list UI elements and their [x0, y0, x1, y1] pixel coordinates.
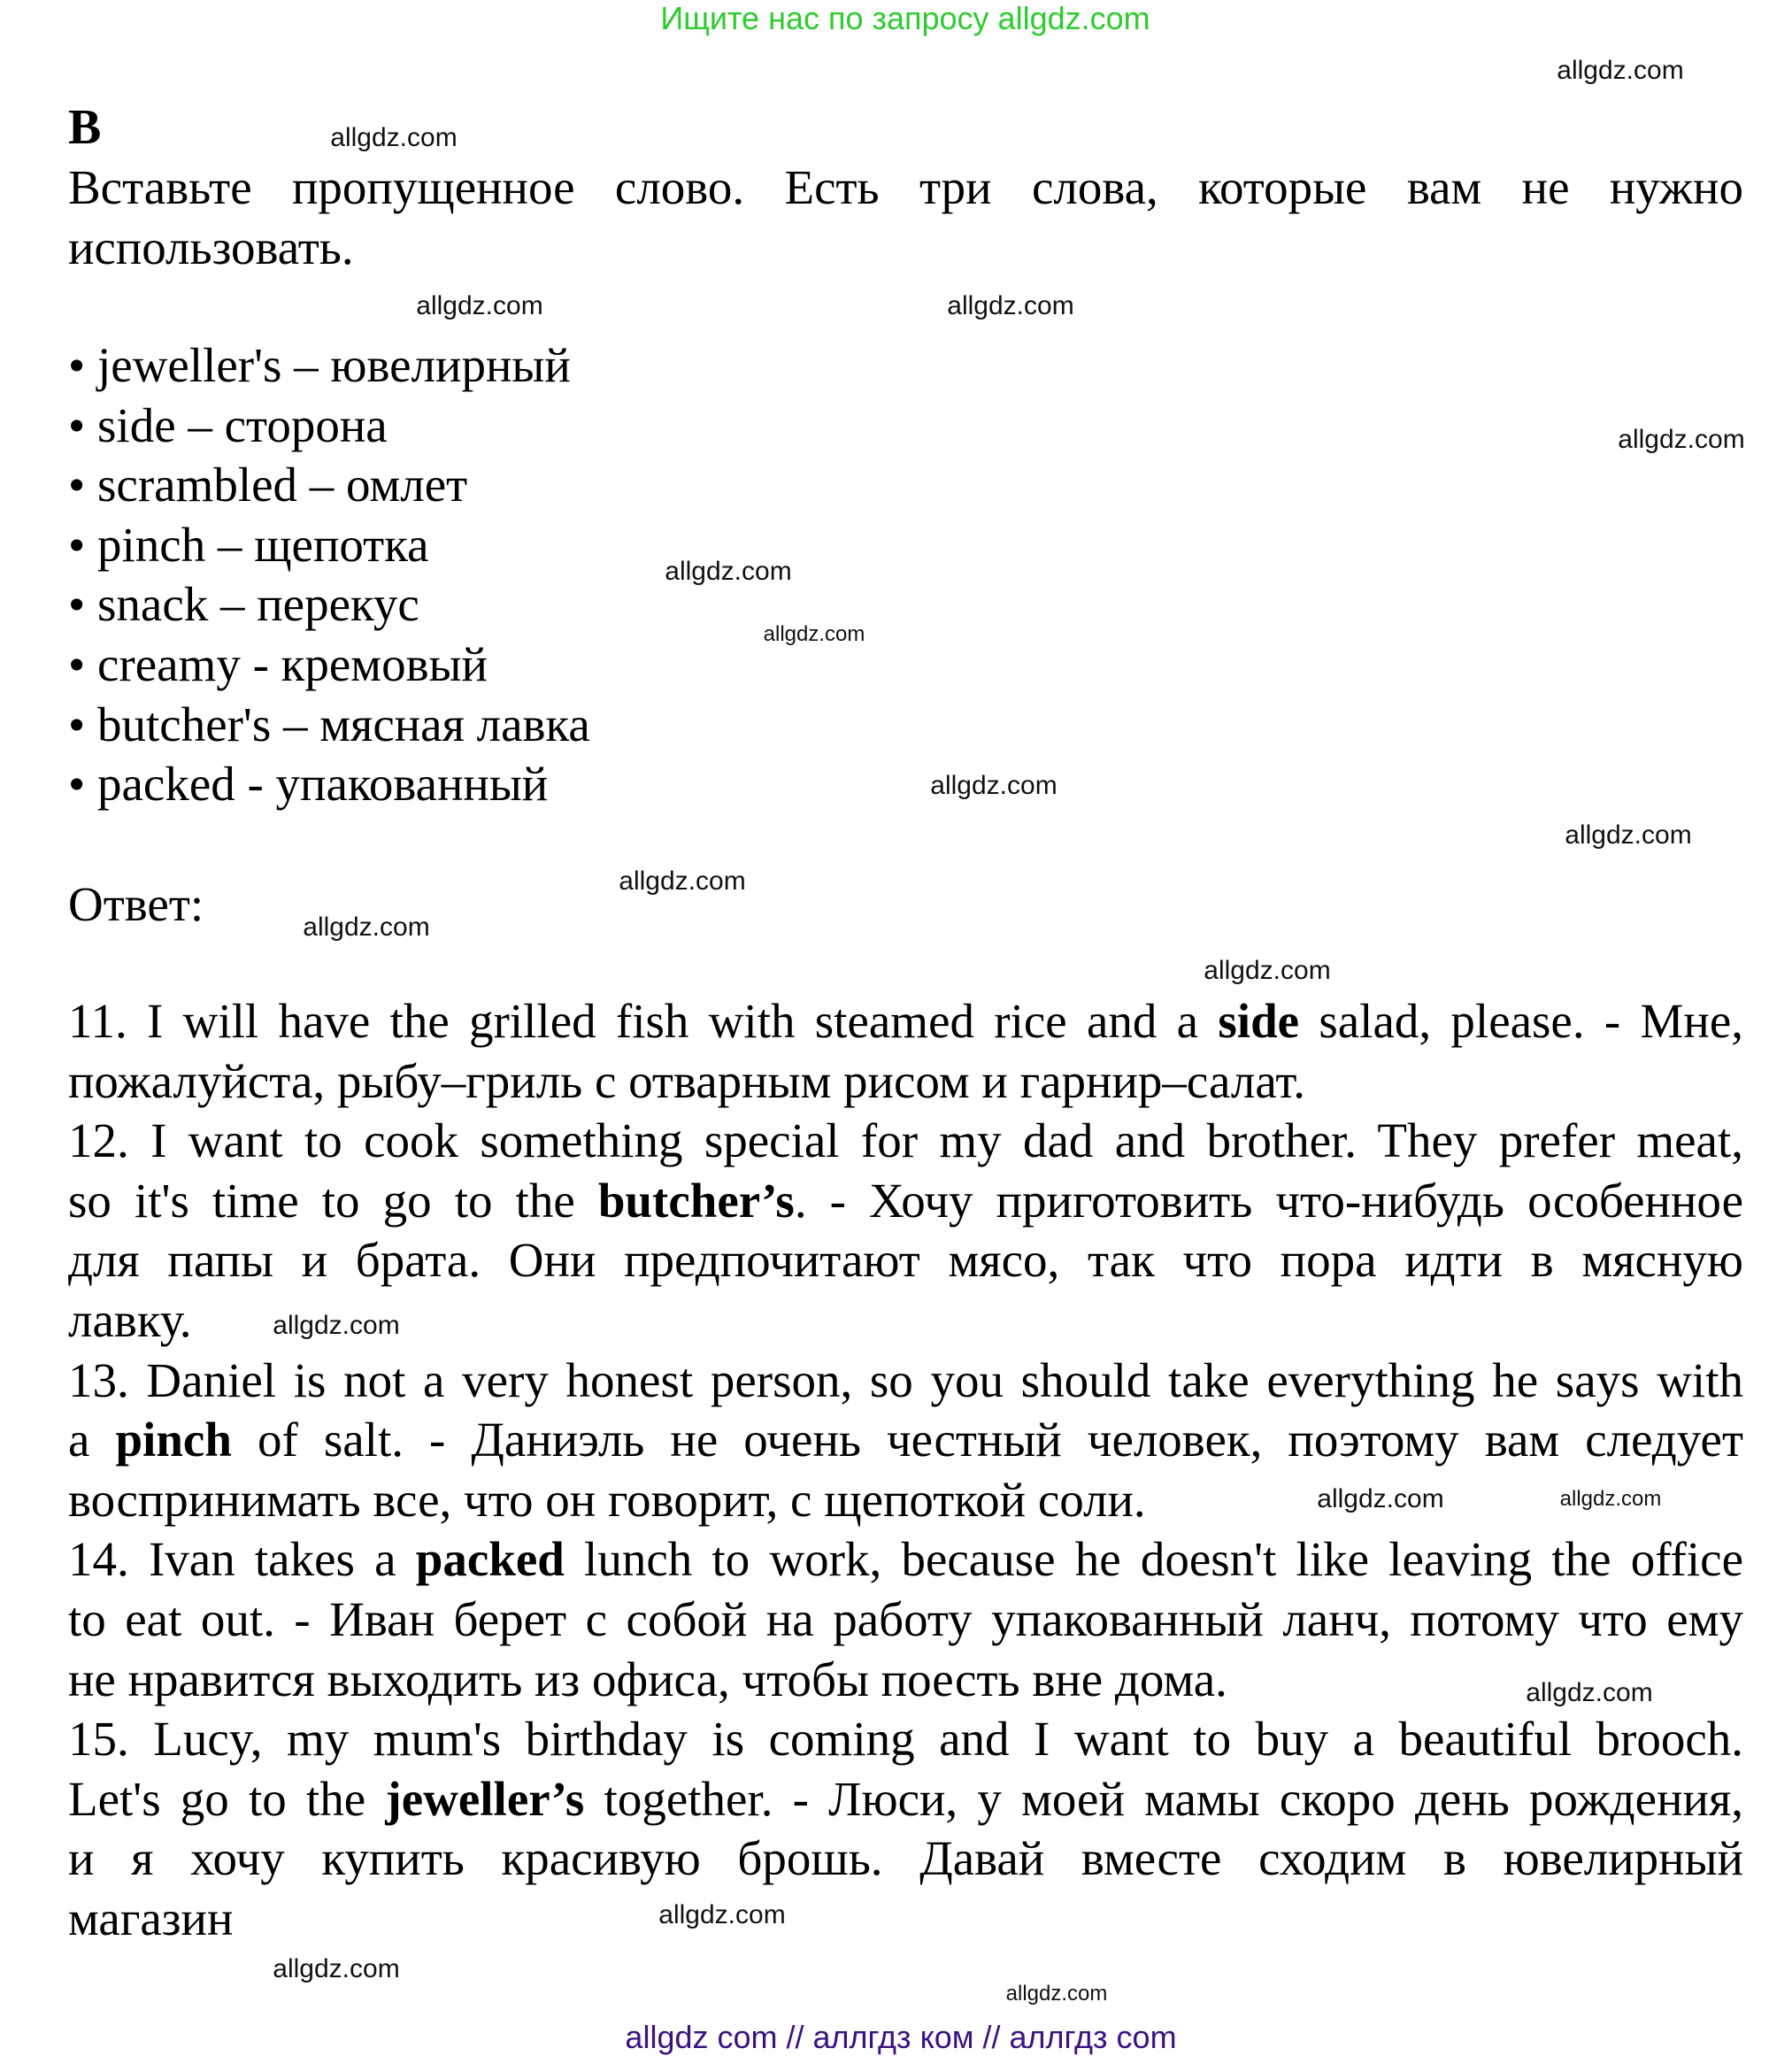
answer-text: to eat out. - Иван берет с собой на работу упакованный ланч, потому что ему [68, 1591, 1743, 1646]
bottom-banner-link[interactable]: allgdz com // аллгдз ком // аллгдз com [625, 2019, 1177, 2055]
word-list-item: • scrambled – омлет [68, 458, 468, 512]
watermark: allgdz.com [330, 123, 458, 152]
answer-line [68, 1290, 192, 1351]
watermark: allgdz.com [658, 1900, 786, 1929]
word-list-item: • snack – перекус [68, 577, 419, 632]
word-list [68, 335, 1743, 814]
answer-line [68, 1769, 1743, 1829]
watermark: allgdz.com [1005, 1982, 1108, 2006]
watermark: allgdz.com [273, 1311, 400, 1340]
watermark: allgdz.com [1557, 56, 1684, 85]
watermark: allgdz.com [1204, 956, 1331, 985]
answer-text: of salt. - Даниэль не очень честный человек, поэтому вам следует [231, 1413, 1743, 1467]
answer-line [68, 1171, 1743, 1231]
watermark: allgdz.com [665, 557, 792, 586]
answer-text: лавку. [68, 1292, 192, 1347]
answer-word: pinch [115, 1413, 232, 1467]
answer-label: Ответ: [68, 877, 204, 931]
watermark: allgdz.com [619, 866, 746, 896]
word-list-item: • packed - упакованный [68, 757, 549, 812]
answer-text: и я хочу купить красивую брошь. Давай вместе сходим в ювелирный [68, 1831, 1743, 1886]
answer-text: 14. Ivan takes a [68, 1532, 416, 1587]
answer-text: so it's time to go to the [68, 1173, 598, 1228]
answer-line [68, 1529, 1743, 1590]
answer-line [68, 1351, 1743, 1411]
answer-line [68, 1829, 1743, 1889]
answer-word: butcher’s [597, 1173, 795, 1228]
answer-text: магазин [68, 1890, 234, 1945]
answer-text: 12. I want to cook something special for my dad and brother. They prefer meat, [68, 1113, 1743, 1168]
answer-line [68, 1650, 1227, 1710]
answer-text: воспринимать все, что он говорит, с щепоткой соли. [68, 1472, 1146, 1527]
watermark: allgdz.com [947, 291, 1074, 320]
answer-text: пожалуйста, рыбу–гриль с отварным рисом и гарнир–салат. [68, 1053, 1305, 1108]
answer-line [68, 1230, 1743, 1290]
answer-text: для папы и брата. Они предпочитают мясо, так что пора идти в мясную [68, 1233, 1743, 1288]
answer-text: 13. Daniel is not a very honest person, so you should take everything he says with [68, 1352, 1743, 1407]
watermark: allgdz.com [1565, 820, 1692, 850]
answer-line [68, 1889, 233, 1949]
answer-line [68, 1410, 1743, 1470]
answer-line [68, 1470, 1146, 1530]
answer-text: lunch to work, because he doesn't like leaving the office [564, 1532, 1743, 1587]
answer-text: 11. I will have the grilled fish with steamed rice and a [68, 994, 1219, 1048]
watermark: allgdz.com [1317, 1484, 1444, 1513]
answer-text: a [68, 1413, 116, 1467]
answers [68, 991, 1743, 1949]
word-list-item: • jeweller's – ювелирный [68, 338, 571, 392]
instruction [68, 158, 1743, 277]
instruction-line: Вставьте пропущенное слово. Есть три слова, которые вам не нужно [68, 160, 1743, 214]
watermark: allgdz.com [930, 771, 1058, 800]
watermark: allgdz.com [1526, 1678, 1653, 1707]
word-list-item: • butcher's – мясная лавка [68, 697, 590, 751]
answer-line [68, 1111, 1743, 1171]
answer-word: side [1218, 994, 1300, 1048]
watermark: allgdz.com [1559, 1487, 1662, 1511]
answer-text: together. - Люси, у моей мамы скоро день рождения, [584, 1771, 1743, 1826]
answer-text: 15. Lucy, my mum's birthday is coming and I want to buy a beautiful brooch. [68, 1712, 1743, 1767]
exercise-heading: B [68, 100, 102, 155]
answer-line [68, 1709, 1743, 1769]
answer-text: Let's go to the [68, 1771, 386, 1826]
word-list-item: • creamy - кремовый [68, 636, 488, 691]
watermark: allgdz.com [763, 622, 865, 646]
watermark: allgdz.com [1618, 425, 1745, 454]
instruction-line: использовать. [68, 219, 354, 274]
answer-line [68, 1051, 1305, 1112]
answer-text: . - Хочу приготовить что-нибудь особенное [794, 1173, 1743, 1228]
answer-text: salad, please. - Мне, [1299, 994, 1743, 1048]
watermark: allgdz.com [273, 1954, 400, 1983]
watermark: allgdz.com [416, 291, 543, 320]
word-list-item: • pinch – щепотка [68, 517, 429, 572]
answer-line [68, 1590, 1743, 1650]
word-list-item: • side – сторона [68, 397, 388, 452]
answer-word: packed [415, 1532, 565, 1587]
answer-text: не нравится выходить из офиса, чтобы поесть вне дома. [68, 1652, 1227, 1706]
top-banner-link[interactable]: Ищите нас по запросу allgdz.com [660, 0, 1150, 36]
answer-word: jeweller’s [385, 1771, 585, 1826]
answer-line [68, 991, 1743, 1051]
watermark: allgdz.com [303, 912, 430, 942]
